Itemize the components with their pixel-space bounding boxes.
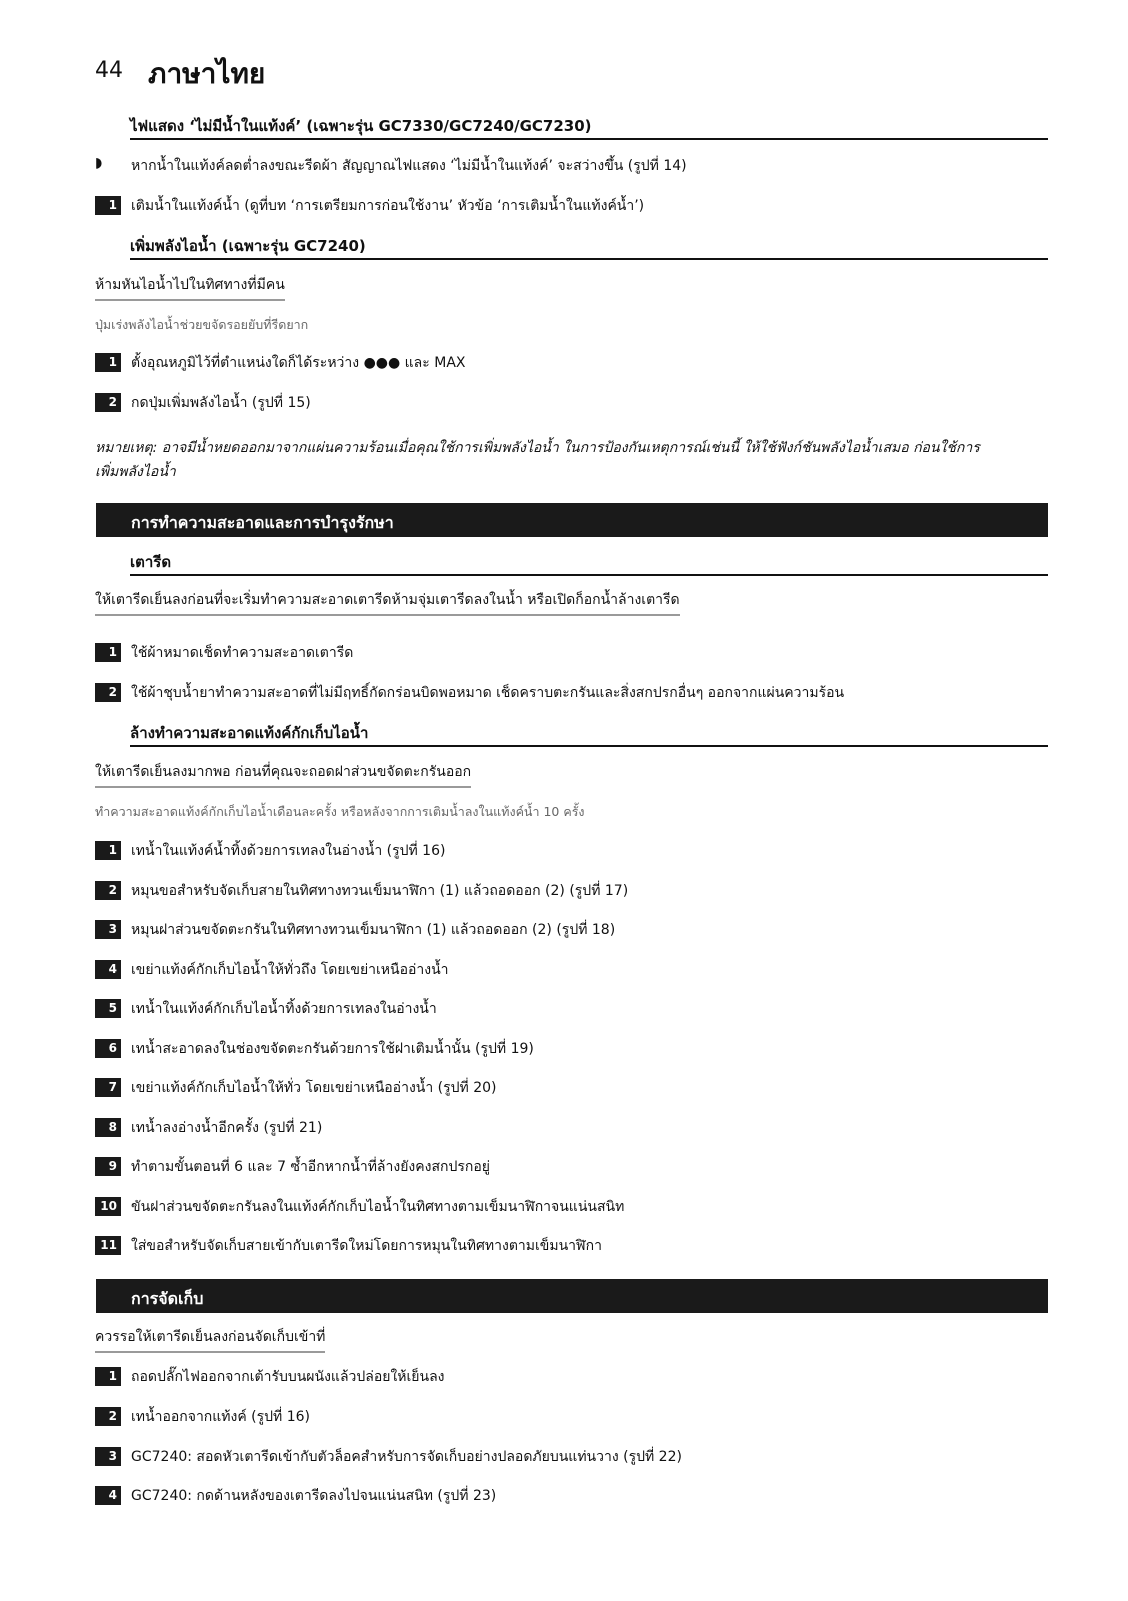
step-item [95, 1406, 1068, 1428]
step-text: ถอดปลั๊กไฟออกจากเต้ารับบนผนังแล้วปล่อยให้เย็นลง [131, 1369, 445, 1385]
warning-text: ให้เตารีดเย็นลงก่อนที่จะเริ่มทำความสะอาดเตารีดห้ามจุ่มเตารีดลงในน้ำ หรือเปิดก็อกน้ำล้างเตารีด [95, 589, 680, 616]
step-item [95, 880, 1068, 902]
step-item [95, 959, 1068, 981]
step-number: 2 [95, 393, 121, 412]
step-number: 2 [95, 881, 121, 900]
note-text [95, 436, 1055, 484]
step-item [95, 682, 1068, 704]
warning-text: ห้ามหันไอน้ำไปในทิศทางที่มีคน [95, 274, 285, 301]
step-number: 11 [95, 1236, 121, 1255]
page-title: ภาษาไทย [148, 57, 266, 90]
step-text: GC7240: กดด้านหลังของเตารีดลงไปจนแน่นสนิท (รูปที่ 23) [131, 1488, 497, 1504]
step-number: 4 [95, 1486, 121, 1505]
section-title-storage: การจัดเก็บ [96, 1279, 1048, 1313]
warning-text: ให้เตารีดเย็นลงมากพอ ก่อนที่คุณจะถอดฝาส่วนขจัดตะกรันออก [95, 761, 471, 788]
step-text: เทน้ำลงอ่างน้ำอีกครั้ง (รูปที่ 21) [131, 1120, 323, 1136]
step-number: 1 [95, 841, 121, 860]
bullet-icon: ◗ [95, 155, 103, 171]
step-item [95, 840, 1068, 862]
step-text: เขย่าแท้งค์กักเก็บไอน้ำให้ทั่ว โดยเขย่าเหนืออ่างน้ำ (รูปที่ 20) [131, 1080, 497, 1096]
step-text: ขันฝาส่วนขจัดตะกรันลงในแท้งค์กักเก็บไอน้ำในทิศทางตามเข็มนาฬิกาจนแน่นสนิท [131, 1199, 625, 1215]
note-line: หมายเหตุ: อาจมีน้ำหยดออกมาจากแผ่นความร้อนเมื่อคุณใช้การเพิ่มพลังไอน้ำ ในการป้องกันเหตุการณ์เช่นนี้ ให้ใช้ฟังก์ชันพลังไอน้ำเสมอ ก่อนใช้การ [95, 440, 980, 456]
step-text: เติมน้ำในแท้งค์น้ำ (ดูที่บท ‘การเตรียมการก่อนใช้งาน’ หัวข้อ ‘การเติมน้ำในแท้งค์น้ำ’) [131, 198, 645, 214]
subsection-title-water-light: ไฟแสดง ‘ไม่มีน้ำในแท้งค์’ (เฉพาะรุ่น GC7330/GC7240/GC7230) [130, 112, 1048, 140]
step-text: เทน้ำในแท้งค์กักเก็บไอน้ำทิ้งด้วยการเทลงในอ่างน้ำ [131, 1001, 437, 1017]
step-item [95, 1485, 1068, 1507]
step-item [95, 352, 1068, 374]
step-item [95, 998, 1068, 1020]
note-line: เพิ่มพลังไอน้ำ [95, 464, 176, 480]
tip-text: ปุ่มเร่งพลังไอน้ำช่วยขจัดรอยยับที่รีดยาก [95, 317, 309, 332]
step-number: 3 [95, 920, 121, 939]
step-item [95, 1196, 1068, 1218]
subsection-title-iron: เตารีด [130, 548, 1048, 576]
step-item [95, 1366, 1068, 1388]
step-text: ใช้ผ้าหมาดเช็ดทำความสะอาดเตารีด [131, 645, 354, 661]
step-text: ทำตามขั้นตอนที่ 6 และ 7 ซ้ำอีกหากน้ำที่ล้างยังคงสกปรกอยู่ [131, 1159, 490, 1175]
page-number: 44 [95, 58, 123, 83]
step-number: 2 [95, 1407, 121, 1426]
step-item [95, 919, 1068, 941]
step-number: 10 [95, 1197, 121, 1216]
step-number: 9 [95, 1157, 121, 1176]
step-item [95, 1117, 1068, 1139]
step-number: 1 [95, 1367, 121, 1386]
step-text: เทน้ำออกจากแท้งค์ (รูปที่ 16) [131, 1409, 311, 1425]
step-text: เทน้ำในแท้งค์น้ำทิ้งด้วยการเทลงในอ่างน้ำ (รูปที่ 16) [131, 843, 446, 859]
step-item [95, 195, 1068, 217]
step-text: เทน้ำสะอาดลงในช่องขจัดตะกรันด้วยการใช้ฝาเติมน้ำนั้น (รูปที่ 19) [131, 1041, 534, 1057]
subsection-title-steam-boost: เพิ่มพลังไอน้ำ (เฉพาะรุ่น GC7240) [130, 232, 1048, 260]
step-number: 7 [95, 1078, 121, 1097]
step-item [95, 1235, 1068, 1257]
step-number: 5 [95, 999, 121, 1018]
step-number: 8 [95, 1118, 121, 1137]
step-number: 3 [95, 1447, 121, 1466]
step-number: 6 [95, 1039, 121, 1058]
step-number: 1 [95, 353, 121, 372]
step-item [95, 392, 1068, 414]
step-number: 4 [95, 960, 121, 979]
warning-text: ควรรอให้เตารีดเย็นลงก่อนจัดเก็บเข้าที่ [95, 1326, 325, 1353]
step-text: หมุนขอสำหรับจัดเก็บสายในทิศทางทวนเข็มนาฬิกา (1) แล้วถอดออก (2) (รูปที่ 17) [131, 883, 629, 899]
step-number: 1 [95, 643, 121, 662]
section-title-cleaning: การทำความสะอาดและการบำรุงรักษา [96, 503, 1048, 537]
step-item [95, 1156, 1068, 1178]
step-item [95, 1446, 1068, 1468]
step-text: ตั้งอุณหภูมิไว้ที่ตำแหน่งใดก็ได้ระหว่าง ●●● และ MAX [131, 355, 466, 371]
step-item [95, 1038, 1068, 1060]
step-item [95, 1077, 1068, 1099]
step-number: 1 [95, 196, 121, 215]
step-text: ใช้ผ้าชุบน้ำยาทำความสะอาดที่ไม่มีฤทธิ์กัดกร่อนบิดพอหมาด เช็ดคราบตะกรันและสิ่งสกปรกอื่นๆ ออกจากแผ่นความร้อน [131, 685, 845, 701]
step-text: GC7240: สอดหัวเตารีดเข้ากับตัวล็อคสำหรับการจัดเก็บอย่างปลอดภัยบนแท่นวาง (รูปที่ 22) [131, 1449, 682, 1465]
step-text: หมุนฝาส่วนขจัดตะกรันในทิศทางทวนเข็มนาฬิกา (1) แล้วถอดออก (2) (รูปที่ 18) [131, 922, 616, 938]
step-text: กดปุ่มเพิ่มพลังไอน้ำ (รูปที่ 15) [131, 395, 311, 411]
step-text: ใส่ขอสำหรับจัดเก็บสายเข้ากับเตารีดใหม่โดยการหมุนในทิศทางตามเข็มนาฬิกา [131, 1238, 602, 1254]
step-item [95, 642, 1068, 664]
bullet-text: หากน้ำในแท้งค์ลดต่ำลงขณะรีดผ้า สัญญาณไฟแสดง ‘ไม่มีน้ำในแท้งค์’ จะสว่างขึ้น (รูปที่ 14) [131, 158, 687, 174]
subsection-title-tank: ล้างทำความสะอาดแท้งค์กักเก็บไอน้ำ [130, 719, 1048, 747]
tip-text: ทำความสะอาดแท้งค์กักเก็บไอน้ำเดือนละครั้ง หรือหลังจากการเติมน้ำลงในแท้งค์น้ำ 10 ครั้ง [95, 804, 585, 819]
step-text: เขย่าแท้งค์กักเก็บไอน้ำให้ทั่วถึง โดยเขย่าเหนืออ่างน้ำ [131, 962, 449, 978]
step-number: 2 [95, 683, 121, 702]
